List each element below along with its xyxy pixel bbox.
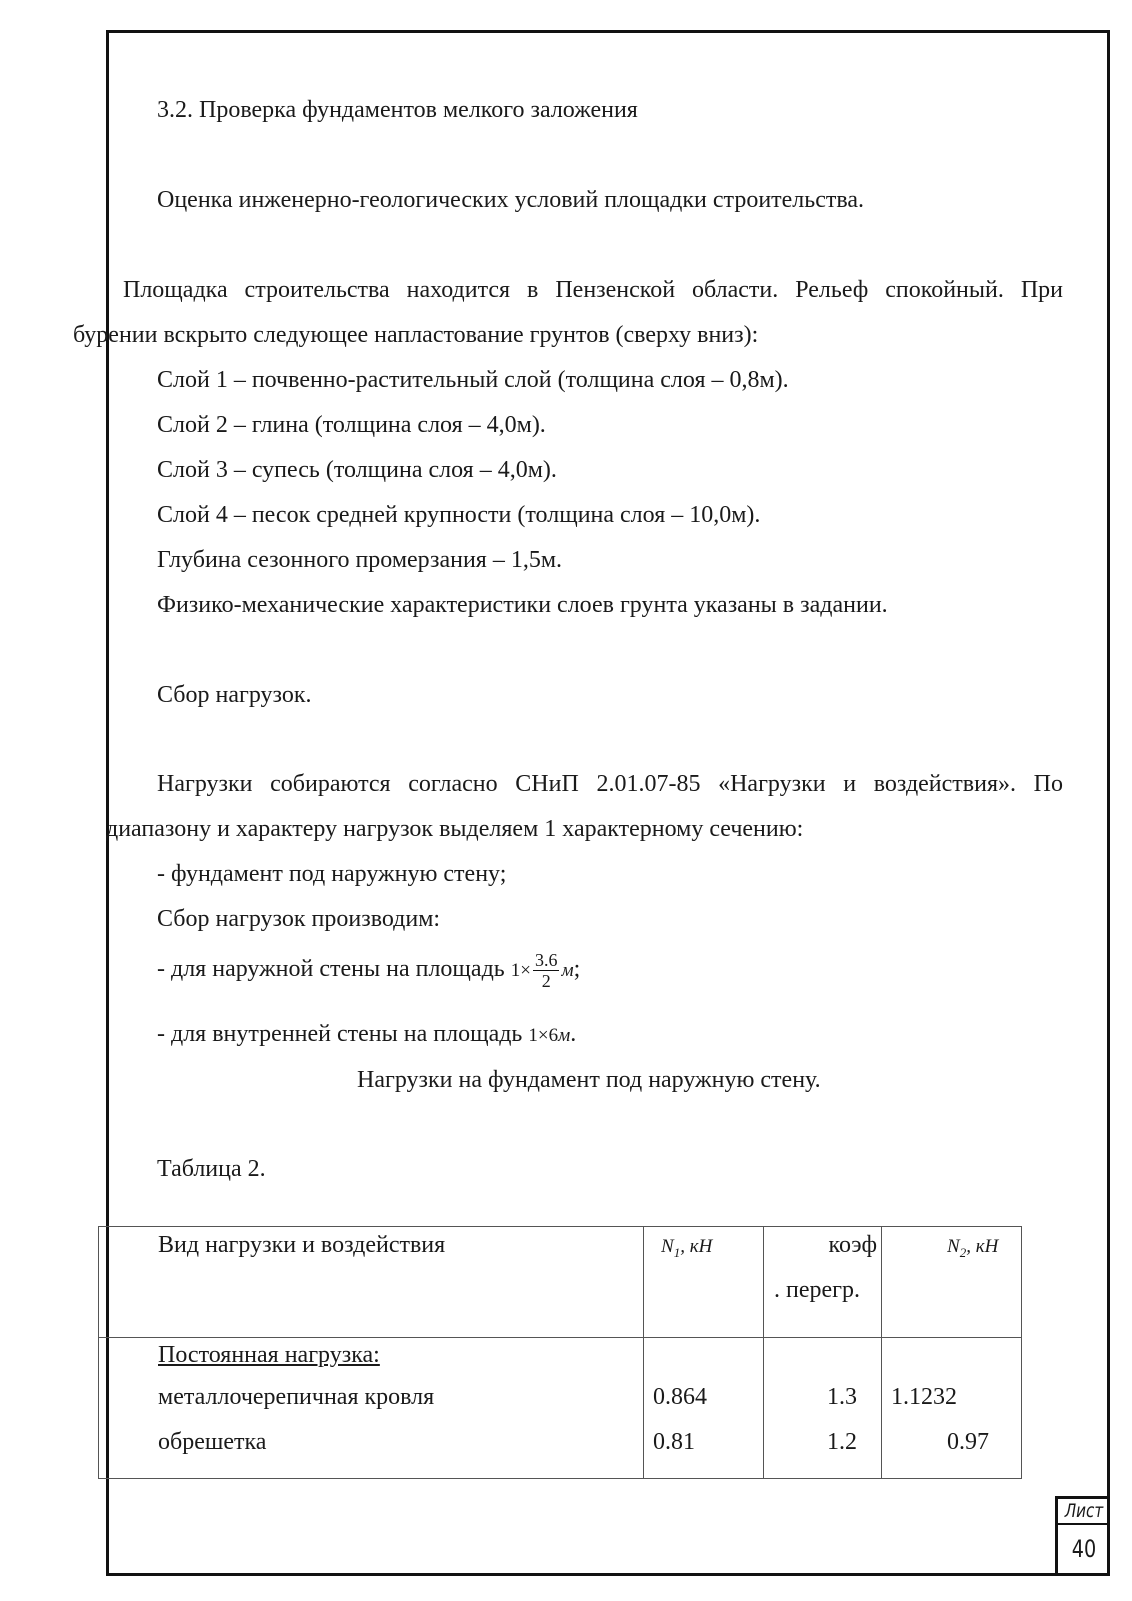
inner-area-expr: 1×6 bbox=[528, 1025, 559, 1046]
table-header-divider bbox=[99, 1337, 1021, 1338]
header-n2-unit: , кН bbox=[966, 1236, 999, 1257]
soil-layer-2: Слой 2 – глина (толщина слоя – 4,0м). bbox=[157, 412, 546, 438]
header-n1-symbol: N bbox=[661, 1236, 674, 1257]
geo-subheading: Оценка инженерно-геологических условий площадки строительства. bbox=[157, 187, 865, 213]
table-label: Таблица 2. bbox=[157, 1156, 266, 1182]
row-lathing-name: обрешетка bbox=[158, 1429, 267, 1455]
sheet-stamp-label: Лист bbox=[1064, 1500, 1104, 1522]
collect-intro: Сбор нагрузок производим: bbox=[157, 906, 441, 932]
outer-area-numerator: 3.6 bbox=[534, 949, 558, 970]
table-col-divider-1 bbox=[643, 1227, 644, 1478]
freeze-depth: Глубина сезонного промерзания – 1,5м. bbox=[157, 547, 563, 573]
outer-area-unit: м bbox=[561, 960, 574, 981]
row-roof-coef: 1.3 bbox=[827, 1384, 857, 1410]
table-caption: Нагрузки на фундамент под наружную стену. bbox=[357, 1067, 821, 1093]
group-permanent-load: Постоянная нагрузка: bbox=[158, 1342, 380, 1368]
row-lathing-n2: 0.97 bbox=[947, 1429, 989, 1455]
sheet-number: 40 bbox=[1071, 1535, 1097, 1563]
soil-layer-1: Слой 1 – почвенно-растительный слой (толщина слоя – 0,8м). bbox=[157, 367, 789, 393]
loads-table bbox=[98, 1226, 1022, 1479]
outer-wall-area bbox=[157, 947, 580, 993]
loads-subheading: Сбор нагрузок. bbox=[157, 682, 312, 708]
row-roof-name: металлочерепичная кровля bbox=[158, 1384, 435, 1410]
row-lathing-coef: 1.2 bbox=[827, 1429, 857, 1455]
header-n1 bbox=[661, 1231, 761, 1267]
header-n2-subscript: 2 bbox=[959, 1244, 967, 1260]
section-heading: 3.2. Проверка фундаментов мелкого заложения bbox=[157, 97, 638, 123]
outer-area-denominator: 2 bbox=[541, 970, 551, 991]
outer-area-mult: 1× bbox=[510, 960, 531, 981]
inner-area-prefix: - для внутренней стены на площадь bbox=[157, 1021, 523, 1047]
row-lathing-n1: 0.81 bbox=[653, 1429, 695, 1455]
soil-layer-3: Слой 3 – супесь (толщина слоя – 4,0м). bbox=[157, 457, 557, 483]
header-n2 bbox=[947, 1231, 1021, 1267]
header-coef-line-2: . перегр. bbox=[774, 1277, 860, 1303]
row-roof-n2: 1.1232 bbox=[891, 1384, 957, 1410]
outer-area-suffix: ; bbox=[573, 956, 581, 982]
header-n1-unit: , кН bbox=[680, 1236, 713, 1257]
outer-wall-bullet: - фундамент под наружную стену; bbox=[157, 861, 507, 887]
header-coef-line-1: коэф bbox=[828, 1232, 877, 1258]
soil-layer-4: Слой 4 – песок средней крупности (толщина слоя – 10,0м). bbox=[157, 502, 761, 528]
phys-mech-note: Физико-механические характеристики слоев грунта указаны в задании. bbox=[157, 592, 888, 618]
header-load-type: Вид нагрузки и воздействия bbox=[158, 1232, 446, 1258]
site-paragraph-line-2: бурении вскрыто следующее напластование грунтов (сверху вниз): bbox=[73, 322, 759, 348]
loads-paragraph-line-2: диапазону и характеру нагрузок выделяем 1 характерному сечению: bbox=[106, 816, 804, 842]
outer-area-fraction bbox=[533, 950, 560, 991]
site-paragraph-line-1: Площадка строительства находится в Пензенской области. Рельеф спокойный. При bbox=[123, 277, 1063, 303]
header-n1-subscript: 1 bbox=[673, 1244, 681, 1260]
header-n2-symbol: N bbox=[947, 1236, 960, 1257]
inner-area-unit: м bbox=[558, 1025, 571, 1046]
inner-wall-area bbox=[157, 1020, 576, 1050]
row-roof-n1: 0.864 bbox=[653, 1384, 707, 1410]
outer-area-prefix: - для наружной стены на площадь bbox=[157, 956, 505, 982]
inner-area-suffix: . bbox=[570, 1021, 577, 1047]
loads-paragraph-line-1: Нагрузки собираются согласно СНиП 2.01.07-85 «Нагрузки и воздействия». По bbox=[157, 771, 1063, 797]
sheet-stamp bbox=[1055, 1496, 1110, 1576]
